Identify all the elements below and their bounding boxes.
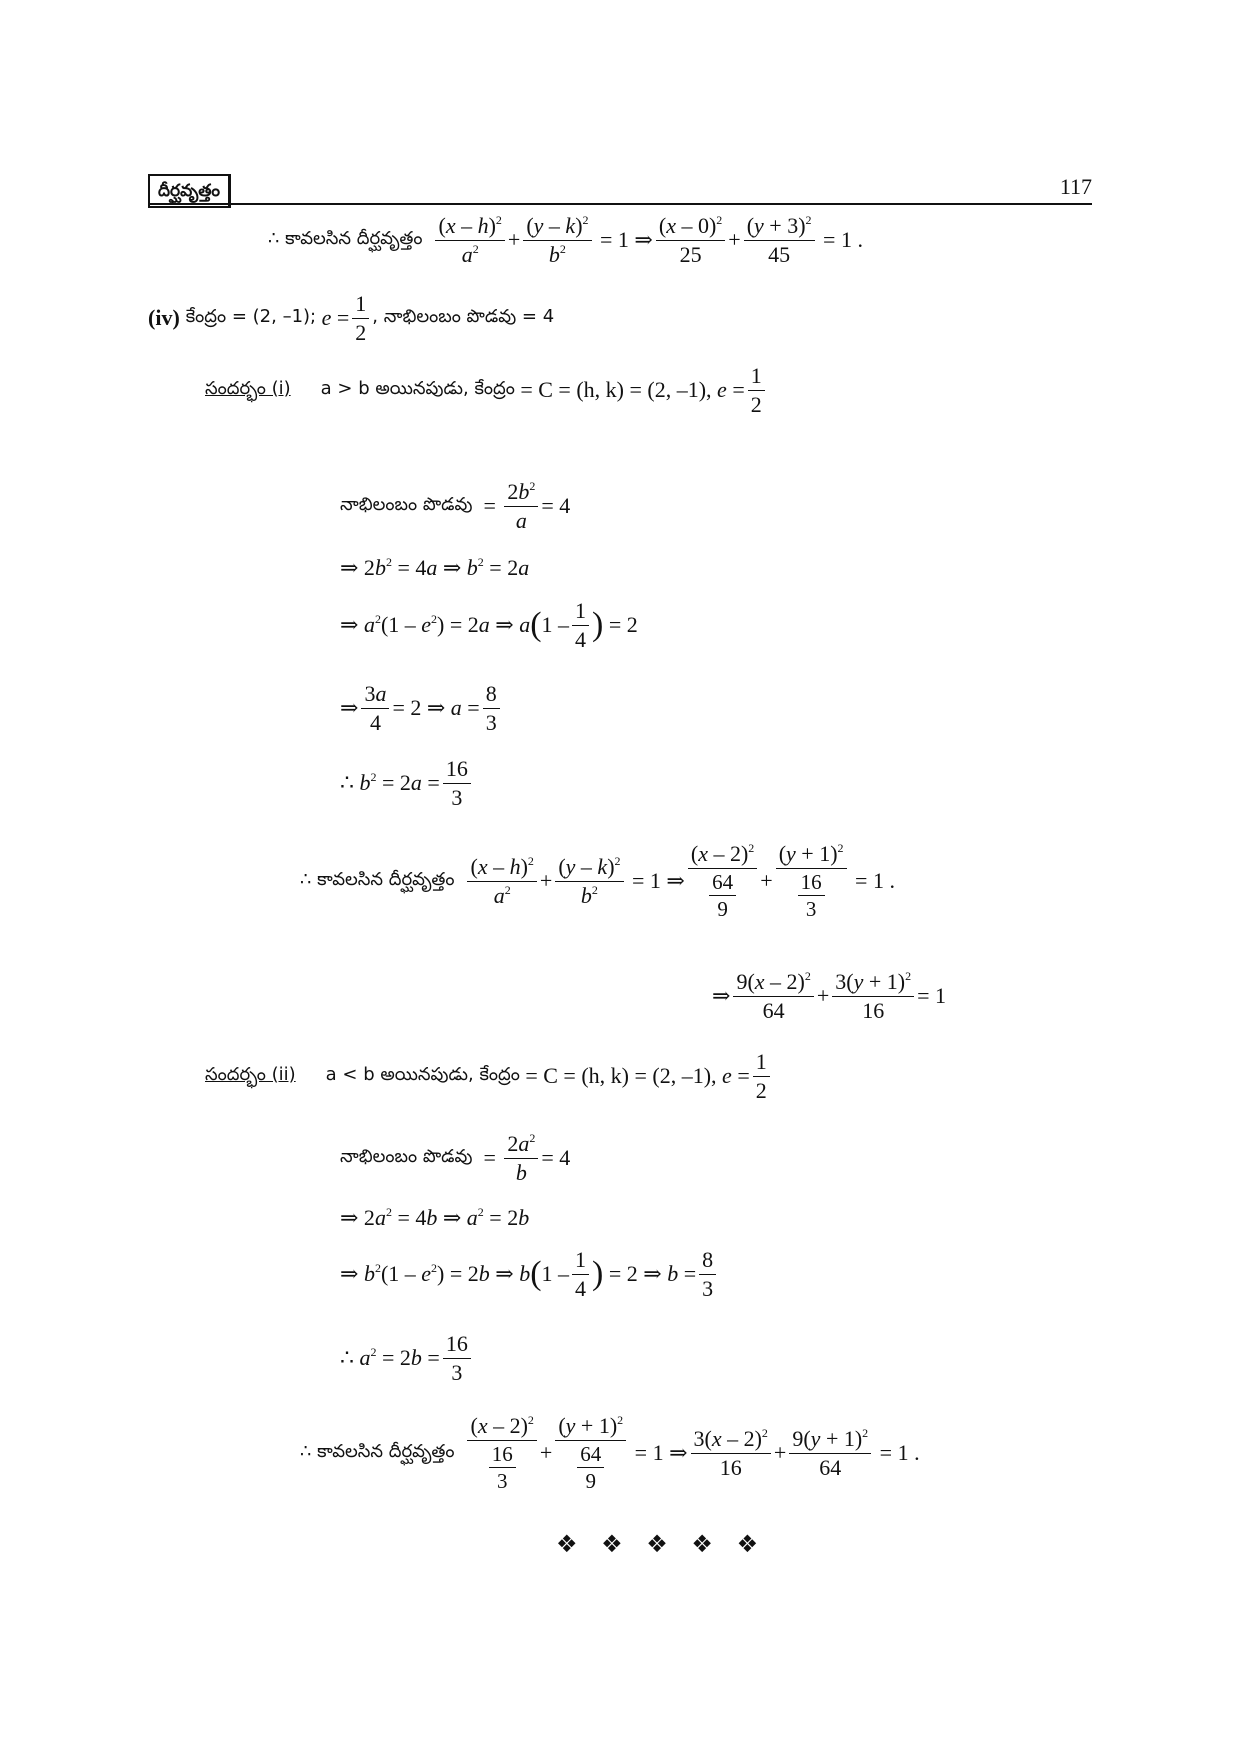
therefore-label: ∴ కావలసిన దీర్ఘవృత్తం bbox=[268, 227, 423, 249]
case-i-result: ∴ కావలసిన దీర్ఘవృత్తం $\frac{(x - h)^2}{a^2}$ + $\frac{(y - k)^2}{b^2}$ = 1 ⇒ $\frac{(x - 2)^2}{\frac{64}{9}}$ + $\frac{(y + 1)^2}{\frac{16}{3}}$ = 1 . bbox=[300, 841, 895, 921]
part-iv-latus: , నాభిలంబం పొడవు = 4 bbox=[372, 305, 555, 327]
case-i-step-1: ⇒ $2b^2 = 4a$ ⇒ $b^2 = 2a$ bbox=[340, 555, 530, 580]
case-ii-step-2: ⇒ $b^2(1 - e^2) = 2b$ ⇒ b ( 1 – $\frac{1}{4}$ ) = 2 ⇒ b = $\frac{8}{3}$ bbox=[340, 1246, 719, 1302]
equation-previous-result: ∴ కావలసిన దీర్ఘవృత్తం $\frac{(x - h)^2}{a^2}$ + $\frac{(y - k)^2}{b^2}$ = 1 ⇒ $\frac{(x - 0)^2}{25}$ + $\frac{(y + 3)^2}{45}$ = 1 . bbox=[268, 213, 863, 267]
case-i-simplified: ⇒ $\frac{9(x - 2)^2}{64}$ + $\frac{3(y + 1)^2}{16}$ = 1 bbox=[712, 969, 947, 1023]
case-ii-heading: సందర్భం (ii) a < b అయినపుడు, కేంద్రం = C = (h, k) = (2, –1), e = $\frac{1}{2}$ bbox=[205, 1048, 773, 1104]
case-i-center: = C = (h, k) = (2, –1), bbox=[520, 377, 712, 402]
part-iv-label: (iv) bbox=[148, 305, 180, 330]
case-ii-step-3: ∴ $a^2 = 2b$ = $\frac{16}{3}$ bbox=[340, 1330, 474, 1386]
case-ii-therefore-label: ∴ కావలసిన దీర్ఘవృత్తం bbox=[300, 1440, 455, 1462]
case-ii-label: సందర్భం (ii) bbox=[205, 1063, 296, 1085]
end-ornament: ❖ ❖ ❖ ❖ ❖ bbox=[556, 1530, 767, 1558]
case-i-latus-eq: నాభిలంబం పొడవు = $\frac{2b^2}{a}$ = 4 bbox=[340, 479, 571, 533]
header-rule bbox=[148, 203, 1092, 205]
case-i-label: సందర్భం (i) bbox=[205, 377, 291, 399]
case-i-therefore-label: ∴ కావలసిన దీర్ఘవృత్తం bbox=[300, 868, 455, 890]
case-ii-center: = C = (h, k) = (2, –1), bbox=[525, 1063, 717, 1088]
case-ii-result: ∴ కావలసిన దీర్ఘవృత్తం $\frac{(x - 2)^2}{\frac{16}{3}}$ + $\frac{(y + 1)^2}{\frac{64}{9}}$ = 1 ⇒ $\frac{3(x - 2)^2}{16}$ + $\frac{9(y + 1)^2}{64}$ = 1 . bbox=[300, 1413, 920, 1493]
page-number: 117 bbox=[1059, 174, 1092, 199]
case-i-step-4: ∴ $b^2 = 2a$ = $\frac{16}{3}$ bbox=[340, 755, 474, 811]
case-i-step-2: ⇒ $a^2(1 - e^2) = 2a$ ⇒ a ( 1 – $\frac{1}{4}$ ) = 2 bbox=[340, 598, 638, 652]
case-ii-latus-eq: నాభిలంబం పొడవు = $\frac{2a^2}{b}$ = 4 bbox=[340, 1131, 571, 1185]
case-i-step-3: ⇒ $\frac{3a}{4}$ = 2 ⇒ a = $\frac{8}{3}$ bbox=[340, 680, 503, 736]
case-ii-condition: a < b అయినపుడు, కేంద్రం bbox=[325, 1063, 520, 1085]
part-iv-statement: (iv) కేంద్రం = (2, –1); e = $\frac{1}{2}$ , నాభిలంబం పొడవు = 4 bbox=[148, 291, 555, 345]
case-i-heading: సందర్భం (i) a > b అయినపుడు, కేంద్రం = C = (h, k) = (2, –1), e = $\frac{1}{2}$ bbox=[205, 362, 768, 418]
case-i-latus-label: నాభిలంబం పొడవు bbox=[340, 493, 473, 515]
case-i-condition: a > b అయినపుడు, కేంద్రం bbox=[320, 377, 515, 399]
chapter-title: దీర్ఘవృత్తం bbox=[148, 174, 231, 208]
part-iv-center: కేంద్రం = (2, –1); bbox=[185, 305, 317, 327]
case-ii-step-1: ⇒ $2a^2 = 4b$ ⇒ $a^2 = 2b$ bbox=[340, 1205, 530, 1230]
case-ii-latus-label: నాభిలంబం పొడవు bbox=[340, 1145, 473, 1167]
